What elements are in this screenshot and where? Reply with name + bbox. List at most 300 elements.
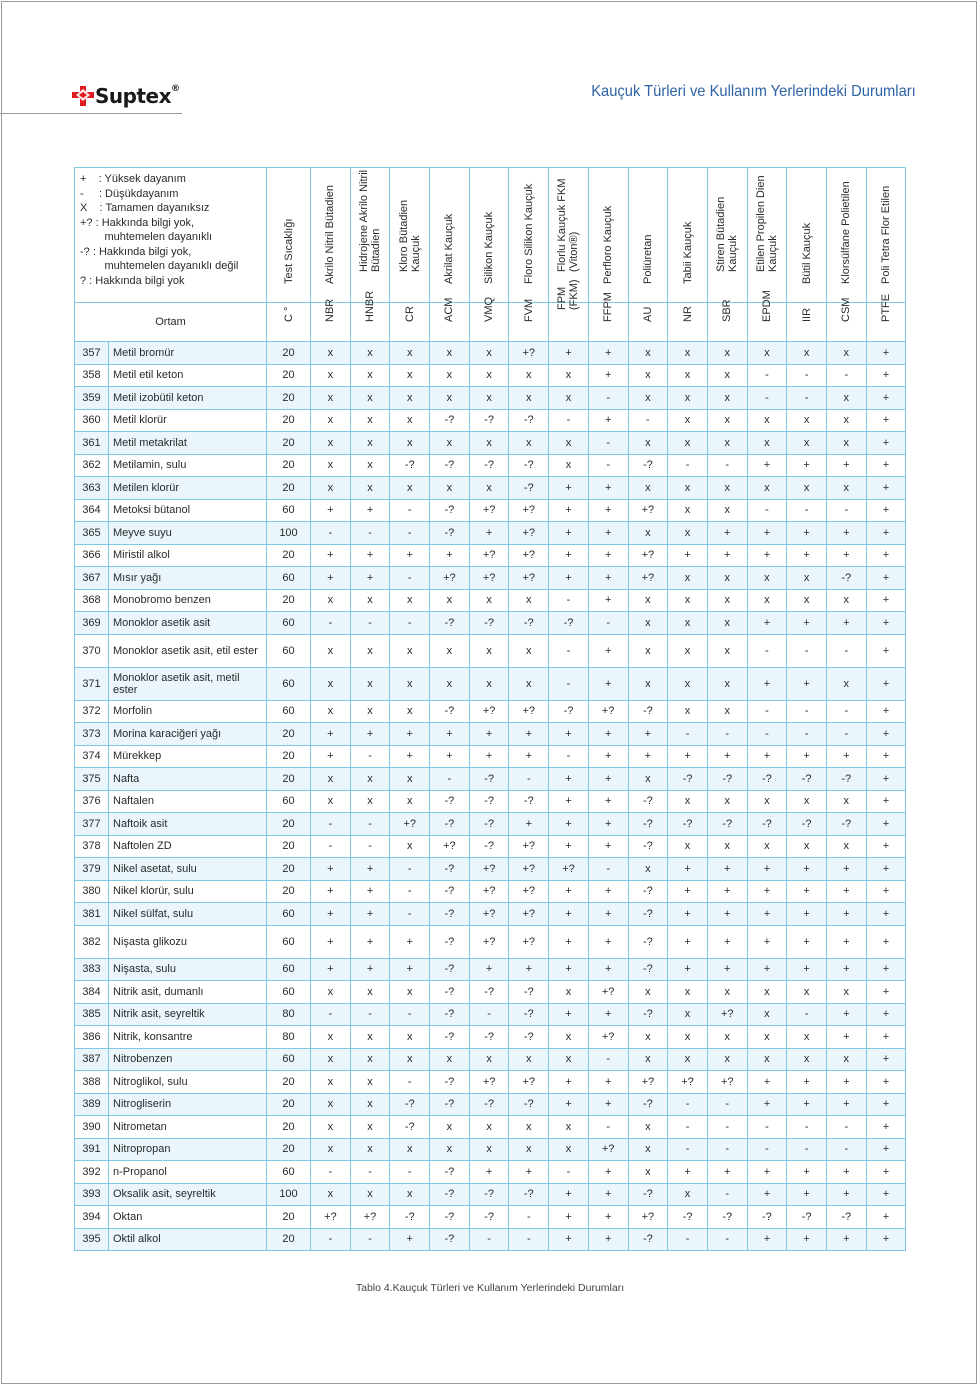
resistance-value: x [350,667,390,700]
test-temperature: 20 [267,342,311,365]
temp-unit-header: C ° [267,303,311,342]
resistance-value: - [707,1183,747,1206]
resistance-value: -? [430,522,470,545]
material-header-epdm: Etilen Propilen Dien Kauçuk [747,168,787,303]
resistance-value: x [311,700,351,723]
resistance-value: x [390,477,430,500]
resistance-value: + [390,745,430,768]
resistance-value: x [390,1048,430,1071]
resistance-value: -? [469,1206,509,1229]
resistance-value: + [787,958,827,981]
medium-name: Morina karaciğeri yağı [109,723,267,746]
resistance-value: - [509,1206,549,1229]
resistance-value: x [628,858,668,881]
medium-name: Monoklor asetik asit, metil ester [109,667,267,700]
resistance-value: + [866,1026,906,1049]
resistance-value: x [787,1048,827,1071]
resistance-value: -? [390,454,430,477]
resistance-value: -? [469,981,509,1004]
resistance-value: x [668,1026,708,1049]
resistance-value: - [350,522,390,545]
test-temperature: 20 [267,768,311,791]
medium-name: Oktan [109,1206,267,1229]
resistance-value: x [707,477,747,500]
resistance-value: +? [509,499,549,522]
resistance-value: + [866,1161,906,1184]
resistance-value: x [628,477,668,500]
resistance-value: - [311,522,351,545]
resistance-value: x [350,1116,390,1139]
resistance-value: + [628,723,668,746]
resistance-value: + [866,454,906,477]
material-code-fpm: FPM (FKM) [549,303,589,342]
resistance-value: - [787,723,827,746]
ortam-header: Ortam [75,303,267,342]
resistance-value: + [707,544,747,567]
resistance-value: x [628,522,668,545]
resistance-value: x [668,522,708,545]
medium-name: Nitroglikol, sulu [109,1071,267,1094]
medium-name: Nafta [109,768,267,791]
resistance-value: - [311,835,351,858]
resistance-value: - [549,409,589,432]
table-row [75,454,906,477]
resistance-value: - [747,700,787,723]
medium-name: n-Propanol [109,1161,267,1184]
row-number: 373 [75,723,109,746]
row-number: 388 [75,1071,109,1094]
row-number: 393 [75,1183,109,1206]
row-number: 371 [75,667,109,700]
test-temperature: 60 [267,700,311,723]
material-header-fpm: Florlu Kauçuk FKM (Viton®) [549,168,589,303]
resistance-value: -? [469,813,509,836]
resistance-value: x [747,342,787,365]
resistance-value: - [588,387,628,410]
resistance-value: + [588,723,628,746]
medium-name: Nitrometan [109,1116,267,1139]
table-row [75,612,906,635]
resistance-value: x [668,342,708,365]
resistance-value: x [390,432,430,455]
resistance-value: x [628,981,668,1004]
resistance-value: -? [430,1071,470,1094]
resistance-value: x [390,1026,430,1049]
resistance-value: +? [628,544,668,567]
resistance-value: - [747,364,787,387]
resistance-value: + [747,454,787,477]
table-row [75,903,906,926]
test-temperature: 20 [267,858,311,881]
resistance-value: x [628,1161,668,1184]
medium-name: Naftalen [109,790,267,813]
resistance-value: + [668,903,708,926]
resistance-value: x [469,1116,509,1139]
resistance-value: x [469,634,509,667]
medium-name: Nitrik asit, dumanlı [109,981,267,1004]
resistance-value: -? [509,790,549,813]
row-number: 377 [75,813,109,836]
medium-name: Monobromo benzen [109,589,267,612]
resistance-value: + [747,1071,787,1094]
resistance-value: x [430,1138,470,1161]
resistance-value: - [390,567,430,590]
test-temperature: 20 [267,1093,311,1116]
resistance-value: x [390,1183,430,1206]
resistance-value: + [311,499,351,522]
table-row [75,1116,906,1139]
medium-name: Nitropropan [109,1138,267,1161]
resistance-value: x [430,589,470,612]
resistance-value: x [509,1116,549,1139]
resistance-value: -? [469,1183,509,1206]
resistance-value: - [549,667,589,700]
resistance-value: - [787,634,827,667]
resistance-value: - [707,454,747,477]
resistance-value: + [668,745,708,768]
test-temperature: 20 [267,1206,311,1229]
resistance-value: x [390,589,430,612]
material-code-ptfe: PTFE [866,303,906,342]
medium-name: Naftolen ZD [109,835,267,858]
medium-name: Mürekkep [109,745,267,768]
material-header-sbr: Stiren Bütadien Kauçuk [707,168,747,303]
material-header-hnbr: Hidrojene Akrilo Nitril Bütadien [350,168,390,303]
resistance-value: +? [509,903,549,926]
resistance-value: x [311,1093,351,1116]
resistance-value: -? [628,925,668,958]
medium-name: Nikel asetat, sulu [109,858,267,881]
resistance-value: x [826,981,866,1004]
resistance-value: + [826,1161,866,1184]
resistance-value: x [350,1183,390,1206]
resistance-value: + [588,1206,628,1229]
material-code-acm: ACM [430,303,470,342]
resistance-value: + [628,745,668,768]
resistance-value: + [509,1161,549,1184]
resistance-value: - [311,813,351,836]
table-row [75,700,906,723]
resistance-value: x [787,790,827,813]
resistance-value: + [588,589,628,612]
table-caption: Tablo 4.Kauçuk Türleri ve Kullanım Yerlerindeki Durumları [355,1282,625,1294]
resistance-value: -? [628,880,668,903]
resistance-value: + [747,544,787,567]
resistance-value: + [747,612,787,635]
resistance-value: + [311,723,351,746]
test-temperature: 20 [267,1071,311,1094]
resistance-value: x [668,700,708,723]
resistance-value: + [588,499,628,522]
resistance-value: -? [628,958,668,981]
resistance-value: + [866,981,906,1004]
resistance-value: x [311,790,351,813]
material-code-sbr: SBR [707,303,747,342]
resistance-value: + [866,342,906,365]
resistance-value: - [707,1138,747,1161]
medium-name: Oksalik asit, seyreltik [109,1183,267,1206]
table-row [75,1003,906,1026]
resistance-value: x [390,981,430,1004]
test-temperature: 60 [267,1048,311,1071]
resistance-value: + [866,903,906,926]
legend-line: - : Düşükdayanım [80,187,179,200]
resistance-value: + [549,1003,589,1026]
resistance-value: + [350,880,390,903]
row-number: 372 [75,700,109,723]
test-temperature: 20 [267,813,311,836]
resistance-value: + [588,409,628,432]
resistance-value: x [628,634,668,667]
resistance-value: x [707,612,747,635]
resistance-value: x [390,700,430,723]
resistance-value: + [826,745,866,768]
resistance-value: + [787,903,827,926]
resistance-value: - [311,612,351,635]
resistance-value: -? [430,925,470,958]
resistance-value: + [588,925,628,958]
resistance-value: + [866,364,906,387]
resistance-value: x [311,1138,351,1161]
resistance-value: + [350,544,390,567]
test-temperature: 20 [267,589,311,612]
resistance-value: x [311,387,351,410]
resistance-value: - [668,723,708,746]
resistance-value: + [826,903,866,926]
resistance-value: -? [430,981,470,1004]
resistance-value: -? [430,1206,470,1229]
table-row [75,858,906,881]
resistance-value: + [866,589,906,612]
test-temperature: 20 [267,745,311,768]
resistance-value: + [866,1093,906,1116]
row-number: 382 [75,925,109,958]
table-row [75,409,906,432]
resistance-value: + [787,454,827,477]
resistance-value: + [866,1071,906,1094]
resistance-value: -? [469,1026,509,1049]
resistance-value: - [509,768,549,791]
row-number: 375 [75,768,109,791]
resistance-value: - [707,1093,747,1116]
table-row [75,567,906,590]
resistance-value: - [549,634,589,667]
resistance-value: + [311,858,351,881]
resistance-value: x [668,409,708,432]
resistance-value: +? [311,1206,351,1229]
resistance-value: +? [509,880,549,903]
resistance-value: +? [469,1071,509,1094]
resistance-value: x [628,1048,668,1071]
test-temperature: 60 [267,958,311,981]
resistance-value: x [668,567,708,590]
resistance-value: -? [787,1206,827,1229]
material-header-nr: Tabii Kauçuk [668,168,708,303]
resistance-value: - [311,1228,351,1251]
resistance-value: + [866,745,906,768]
resistance-value: x [469,667,509,700]
resistance-value: + [866,409,906,432]
resistance-value: + [509,723,549,746]
test-temperature: 60 [267,925,311,958]
resistance-value: x [430,432,470,455]
medium-name: Metil klorür [109,409,267,432]
resistance-value: + [826,1003,866,1026]
resistance-value: + [747,1093,787,1116]
resistance-value: x [350,634,390,667]
resistance-value: + [311,880,351,903]
resistance-value: +? [469,925,509,958]
resistance-value: - [588,1116,628,1139]
resistance-value: x [826,409,866,432]
resistance-value: x [311,1048,351,1071]
resistance-value: +? [588,700,628,723]
test-temperature: 20 [267,1138,311,1161]
resistance-value: - [668,1093,708,1116]
medium-name: Mısır yağı [109,567,267,590]
medium-name: Metil metakrilat [109,432,267,455]
resistance-value: - [311,1003,351,1026]
resistance-value: + [866,477,906,500]
resistance-value: - [509,1228,549,1251]
resistance-value: x [509,364,549,387]
resistance-value: x [469,1138,509,1161]
row-number: 383 [75,958,109,981]
resistance-value: + [826,544,866,567]
material-code-ffpm: FFPM [588,303,628,342]
resistance-value: x [390,768,430,791]
row-number: 370 [75,634,109,667]
resistance-value: x [668,589,708,612]
row-number: 381 [75,903,109,926]
resistance-value: +? [350,1206,390,1229]
resistance-value: + [588,903,628,926]
row-number: 395 [75,1228,109,1251]
row-number: 379 [75,858,109,881]
resistance-value: x [350,700,390,723]
table-row [75,1093,906,1116]
resistance-value: -? [509,612,549,635]
row-number: 361 [75,432,109,455]
resistance-value: + [588,1161,628,1184]
table-body [75,342,906,1251]
resistance-value: - [707,723,747,746]
resistance-value: x [628,1116,668,1139]
medium-name: Naftoik asit [109,813,267,836]
resistance-value: x [311,342,351,365]
resistance-value: x [430,477,470,500]
resistance-value: -? [628,454,668,477]
resistance-value: -? [628,813,668,836]
test-temperature: 80 [267,1003,311,1026]
resistance-value: x [628,342,668,365]
resistance-value: x [628,1138,668,1161]
table-row [75,589,906,612]
legend-line: X : Tamamen dayanıksız [80,202,210,214]
resistance-value: + [866,1116,906,1139]
resistance-value: x [787,432,827,455]
table-row [75,1048,906,1071]
resistance-value: +? [588,1138,628,1161]
resistance-value: x [311,409,351,432]
resistance-value: - [747,723,787,746]
table-row [75,925,906,958]
resistance-value: x [350,790,390,813]
row-number: 384 [75,981,109,1004]
resistance-value: - [390,1161,430,1184]
resistance-value: x [430,634,470,667]
table-row [75,1026,906,1049]
resistance-value: + [787,544,827,567]
resistance-value: - [390,858,430,881]
resistance-value: - [826,499,866,522]
resistance-value: + [866,925,906,958]
material-header-iir: Bütil Kauçuk [787,168,827,303]
resistance-value: x [469,432,509,455]
material-header-nbr: Akrilo Nitril Bütadien [311,168,351,303]
resistance-value: - [747,387,787,410]
resistance-value: x [628,387,668,410]
test-temperature: 20 [267,454,311,477]
resistance-value: x [747,567,787,590]
resistance-value: + [826,958,866,981]
resistance-value: -? [628,790,668,813]
resistance-value: + [588,745,628,768]
table-row [75,958,906,981]
resistance-value: -? [707,768,747,791]
resistance-value: x [311,1183,351,1206]
resistance-value: -? [668,1206,708,1229]
resistance-value: x [350,364,390,387]
row-number: 366 [75,544,109,567]
resistance-value: -? [430,880,470,903]
test-temperature: 20 [267,409,311,432]
resistance-value: x [509,667,549,700]
resistance-value: x [707,589,747,612]
resistance-value: +? [509,522,549,545]
resistance-value: -? [707,1206,747,1229]
resistance-value: + [707,958,747,981]
resistance-value: -? [430,790,470,813]
resistance-value: - [787,1116,827,1139]
suptex-logo-icon [72,86,94,106]
resistance-value: x [430,667,470,700]
resistance-value: + [549,925,589,958]
resistance-value: x [390,409,430,432]
resistance-value: + [311,544,351,567]
resistance-value: x [826,342,866,365]
resistance-value: x [549,1116,589,1139]
brand-logo [72,84,179,108]
resistance-value: + [826,925,866,958]
table-row [75,1161,906,1184]
resistance-value: + [826,880,866,903]
resistance-value: -? [549,612,589,635]
medium-name: Nitrik, konsantre [109,1026,267,1049]
resistance-value: + [747,1228,787,1251]
resistance-value: - [668,1228,708,1251]
material-code-row [75,303,906,342]
resistance-value: x [390,342,430,365]
resistance-value: - [707,1116,747,1139]
resistance-value: -? [509,1026,549,1049]
resistance-value: + [549,477,589,500]
medium-name: Metoksi bütanol [109,499,267,522]
test-temperature: 100 [267,1183,311,1206]
resistance-value: x [826,667,866,700]
resistance-value: x [747,589,787,612]
material-header-vmq: Silikon Kauçuk [469,168,509,303]
